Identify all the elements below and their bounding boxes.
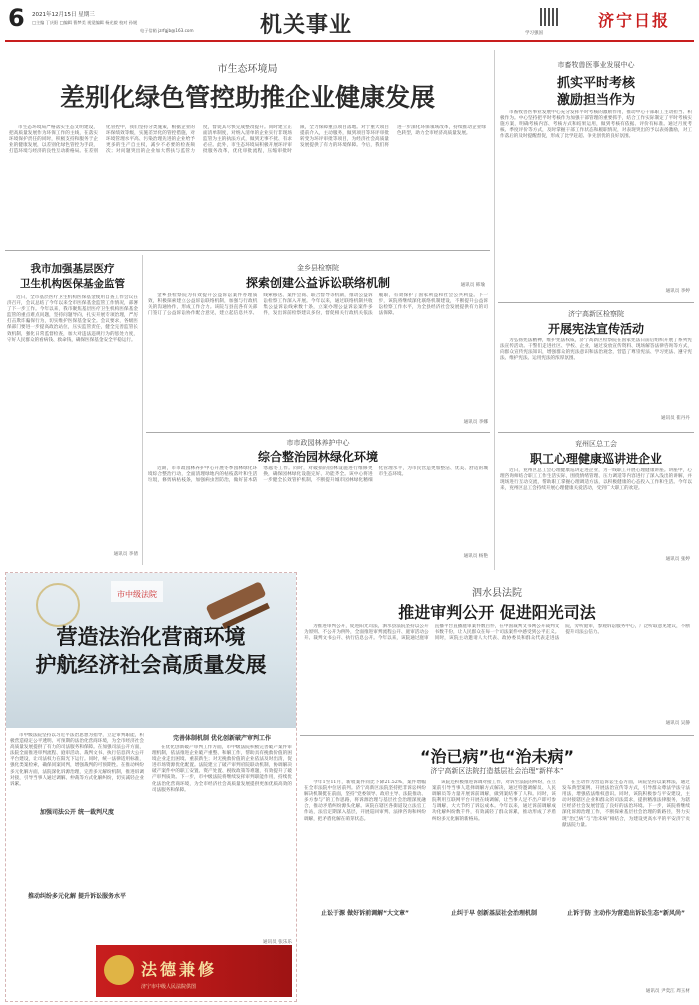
court-photo (96, 945, 292, 997)
article-body: 今年1至11月，新收案件同比下降21.52%，案件增幅在全市法院中位居前列。济宁高新区法院坚持把非诉讼纠纷解决机制挺在前面，坚持“党委领导、政府主导、法院推动、多方参与”的工作思路，将诉源治理与基层社会治理深度融合，推动矛盾纠纷源头化解。该院在辖区各街道设立法官工作站，法官定期深入基层，开展巡回审判、法律咨询和纠纷调解，把矛盾化解在萌芽状态。 (304, 780, 426, 822)
article-title-line: 卫生机构医保基金监管 (20, 278, 125, 290)
article-governance (300, 740, 694, 1002)
article-kicker: 市生态环境局 (217, 64, 278, 75)
article-title-line: 激励担当作为 (556, 93, 635, 108)
article-author: 通讯员 李婷 (665, 289, 690, 294)
column-rule (142, 255, 143, 565)
article-landscaping (146, 436, 490, 566)
section-rule (498, 432, 694, 433)
article-title: 探索创建公益诉讼联络机制 (245, 276, 390, 290)
article-kicker: 市畜牧兽医事业发展中心 (557, 61, 635, 69)
kicker-tag (111, 581, 163, 602)
gavel-icon (205, 581, 266, 621)
article-business-environment (5, 572, 297, 1002)
email: 电子信箱 jzrfgjb@163.com (140, 28, 194, 33)
issue-date: 2021年12月15日 星期三 (32, 12, 95, 18)
article-kicker: 泗水县法院 (472, 588, 522, 599)
photo-caption: 济宁市中级人民法院供图 (141, 984, 197, 990)
article-author: 通讯员 张婷 (665, 557, 690, 562)
court-emblem-icon (104, 955, 134, 985)
article-title-line: 护航经济社会高质量发展 (35, 653, 267, 677)
masthead-rule (5, 40, 694, 42)
article-constitution (498, 305, 694, 430)
article-open-trial (300, 580, 694, 730)
article-title-line: 营造法治化营商环境 (56, 625, 246, 649)
page-number: 6 (8, 4, 25, 32)
article-author: 通讯员 崔丹丹 (660, 416, 690, 421)
article-title: 职工心理健康巡讲进企业 (529, 452, 662, 466)
article-title: “治已病”也“治未病” (419, 747, 575, 766)
section-rule (5, 250, 490, 251)
article-appraisal (498, 50, 694, 300)
article-title: 综合整治园林绿化环境 (257, 450, 378, 464)
article-body: 在优化创新破产审判工作方面，市中级法院积极完善破产案件审理机制，依法推进企业破产重整、和解工作，帮助具有挽救价值的困境企业走出困境、重获新生；对无挽救价值的企业依法及时出清，促进市场资源优化配置。法院建立了破产审判府院联动机制，协调解决破产案件中的职工安置、资产处置、税收政策等难题，有效提升了破产审判质效。下一步，市中级法院将继续发挥审判职能作用，持续优化法治化营商环境，为全市经济社会高质量发展提供更加优质高效的司法服务和保障。 (152, 745, 292, 793)
article-kicker: 金乡县检察院 (297, 264, 339, 272)
subheading: 加强司法公开 统一裁判尺度 (39, 809, 115, 816)
article-title: 推进审判公开 促进阳光司法 (398, 603, 596, 622)
subheading: 止诉于防 主动作为营造出诉讼生态“新风尚” (567, 910, 685, 917)
article-kicker: 兖州区总工会 (575, 440, 617, 448)
article-author: 通讯员 吴静 (665, 721, 690, 726)
article-mental-health (498, 435, 694, 570)
article-title: 开展宪法宣传活动 (547, 322, 644, 336)
court-seal-text: 法德兼修 (141, 960, 218, 979)
article-medical (5, 255, 140, 567)
article-author: 通讯员 李倩 (113, 552, 138, 557)
qr-code-icon (540, 8, 558, 26)
subheading: 完善体制机制 优化创新破产审判工作 (172, 735, 272, 742)
section-title: 机关事业 (260, 13, 353, 38)
column-rule (494, 50, 495, 570)
article-author: 通讯员 韩瑜 (460, 283, 485, 288)
article-kicker: 市中级法院 (117, 590, 157, 599)
section-rule (498, 302, 694, 303)
article-body: 在主动作为营造诉讼生态方面，该院坚持以案释法，通过发布典型案例、开展法治宣传等方式，引导群众尊法学法守法用法，增强依法维权意识。同时，该院积极参与平安建设，主动对接辖区企业和群众的司法需求，提供精准法律服务，为辖区经济社会发展营造了良好的法治环境。下一步，该院将继续深化诉源治理工作，不断探索基层社会治理的新路径，努力实现“治已病”与“治未病”相结合，为建设更高水平的平安济宁贡献法院力量。 (562, 780, 690, 828)
article-public-interest (146, 255, 490, 430)
article-author: 通讯员 张乐乐 (262, 940, 292, 945)
article-body: 为推进审判公开，促进阳光司法，泗水县法院坚持以公开为原则、不公开为例外，全面推进审判流程公开、庭审活动公开、裁判文书公开、执行信息公开。今年以来，该院通过庭审直播平台直播庭审案件数百件，在中国裁判文书网公开裁判文书数千份，让人民群众在每一个司法案件中感受到公平正义。同时，该院主动邀请人大代表、政协委员和群众代表走进法院，旁听庭审，参观诉讼服务中心，广泛听取意见建议，不断提升司法公信力。 (304, 624, 690, 642)
article-kicker: 市市政园林养护中心 (286, 439, 350, 447)
article-body: 该院还积极推进诉调对接工作，对诉至法院的纠纷，在立案前引导当事人选择调解方式解决，通过特邀调解员、人民调解员等力量开展诉前调解，做到案结事了人和。同时，该院利用互联网平台开展在线调解，让当事人足不出户即可参与调解，大大节约了诉讼成本。今年以来，通过诉前调解成功化解纠纷数千件，有效减轻了群众诉累，推动形成了矛盾纠纷多元化解的新格局。 (432, 780, 556, 822)
article-body: 近期，市市政园林养护中心开展冬季园林绿化环境综合整治行动，全面清理绿地内的枯枝落叶和生活垃圾，修剪病枯枝条，加强病虫害防治，做好苗木防寒越冬工作。同时，对破损的园林设施进行维修更换，确保园林绿化设施完好、功能齐全。该中心将进一步健全长效管护机制，不断提升城市园林绿化精细化管理水平，为市民营造更加整洁、优美、舒适的城市生态环境。 (148, 466, 488, 484)
article-author: 通讯员 杨艳 (463, 554, 488, 559)
masthead (0, 0, 699, 44)
editor-credits: □主编 丁庆阳 □编辑 曹梦美 视觉编辑 杨光毅 校对 孙媛 (32, 20, 138, 25)
section-rule (146, 432, 490, 433)
article-author: 通讯员 尹奕江 周玉材 (645, 989, 690, 994)
qr-caption: 学习强国 (525, 31, 543, 36)
article-body: 为弘扬宪法精神，维护宪法权威，济宁高新区检察院在国家宪法日前后组织开展了系列宪法宣传活动。干警们走进社区、学校、企业，通过发放宣传资料、现场解答法律咨询等方式，向群众宣传宪法知识，增强群众的宪法意识和法治观念，营造了尊崇宪法、学习宪法、遵守宪法、维护宪法、运用宪法的浓厚氛围。 (500, 338, 692, 362)
article-body: 市畜牧兽医事业发展中心充分发挥平时考核的激励作用，推动中心干部职工主动担当、积极作为。中心坚持把平时考核作为加强干部管理的重要抓手，结合工作实际制定了平时考核实施方案，明确考核内容、考核方式和结果运用，做到考核有依据、评价有标准。通过月度考核、季度评价等方式，及时掌握干部工作状态和履职情况，对表现突出的予以表扬激励，对工作落后的及时提醒督促，形成了比学赶超、争先创优的良好氛围。 (500, 110, 692, 140)
article-body: 近日，兖州区总工会心理健康巡讲走进企业，为一线职工开展心理健康讲座。讲座中，心理咨询师结合职工工作生活实际，围绕情绪管理、压力调适等内容进行了深入浅出的讲解，并现场进行互动交流，帮助职工掌握心理调适方法，以积极健康的心态投入工作和生活。今年以来，兖州区总工会持续开展心理健康关爱活动，受到广大职工的欢迎。 (500, 468, 692, 492)
article-title: 差别化绿色管控助推企业健康发展 (59, 83, 435, 112)
subheading: 止讼于源 做好诉前调解“大文章” (321, 910, 409, 917)
article-body: 市中级法院坚持以习近平法治思想为指导，立足审判职能，积极营造稳定公平透明、可预期的法治化营商环境，为全市经济社会高质量发展提供了有力的司法服务和保障。在加强司法公开方面，法院全面推进审判流程、庭审活动、裁判文书、执行信息四大公开平台建设，让司法权力在阳光下运行。同时，统一法律适用标准，强化类案检索，确保同案同判，增强裁判的可预期性。在推动纠纷多元化解方面，法院深化诉源治理，完善多元解纷机制，推进诉调对接，引导当事人通过调解、仲裁等方式化解纠纷，切实减轻企业诉累。 (10, 733, 144, 787)
article-title-line: 抓实平时考核 (556, 76, 635, 91)
article-body: 金乡县检察院为有效提升公益诉讼案件办理质效，积极探索建立公益诉讼联络机制，加强与行政机关的沟通协作，形成工作合力。该院与县直各有关部门签订了公益诉讼协作配合意见，建立起信息共享、线索移送、案件会商、联合督导等机制，推动公益诉讼检察工作深入开展。今年以来，通过联络机制共收集公益诉讼线索数十条，立案办理公益诉讼案件多件，发出诉前检察建议多份，督促相关行政机关依法履职，有效保护了国家利益和社会公共利益。下一步，该院将继续深化联络机制建设，不断提升公益诉讼检察工作水平，为全县经济社会发展提供有力的司法保障。 (148, 293, 488, 317)
article-body: 近日，全市基层医疗卫生机构医保基金使用自查工作会议在济召开，会议总结了今年以来全市医保基金监管工作情况，部署了下一步工作。今年以来，我市聚焦基层医疗卫生机构医保基金监管的重点难点问题，坚持问题导向，扎实开展专项治理，严厉打击欺诈骗保行为，切实维护医保基金安全。会议要求，各级医保部门要进一步提高政治站位，压实监管责任，健全完善监管长效机制，强化日常监督检查，加大对违法违规行为的惩处力度，守好人民群众的看病钱、救命钱，确保医保基金安全平稳运行。 (7, 295, 138, 343)
article-body: 市生态环境局严格落实生态文明建设，把高质量发展作为环保工作的主线，在落实环境保护责任的同时，积极支持和服务于企业的健康发展，以差别化绿色管控为手段，打造环境与经济的良性互动新格局。在差别化管控中，我们坚持分类施策，根据企业的环保绩效等级，实施差异化的管控措施，对环境管理水平高、污染治理先进的企业给予更多的生产自主权，减少不必要的检查频次；对问题突出的企业加大帮扶与监管力度，督促其尽快完成整改提升。同时建立正面清单制度，对纳入清单的企业实行非现场监管为主的执法方式，做到无事不扰、有求必应。此外，市生态环境局积极开展环评审批服务改革，优化审批流程，压缩审批时限，全力保障重点项目落地。对于重大项目提前介入，主动服务，做到项目等环评审批转变为环评审批等项目，为经济社会高质量发展提供了有力的环境保障。今后，我们将进一步深化环保领域改革，持续推动企业绿色转型，助力全市经济高质量发展。 (9, 125, 486, 155)
newspaper-logo: 济宁日报 (598, 11, 671, 30)
article-subtitle: 济宁高新区法院打造基层社会治理“新样本” (430, 767, 564, 775)
article-kicker: 济宁高新区检察院 (568, 310, 624, 318)
article-title-line: 我市加强基层医疗 (30, 263, 115, 275)
subheading: 止纠于早 创新基层社会治理机制 (450, 910, 538, 917)
section-rule (300, 735, 694, 736)
article-author: 通讯员 李娜 (463, 420, 488, 425)
subheading: 推动纠纷多元化解 提升诉讼服务水平 (27, 893, 127, 900)
